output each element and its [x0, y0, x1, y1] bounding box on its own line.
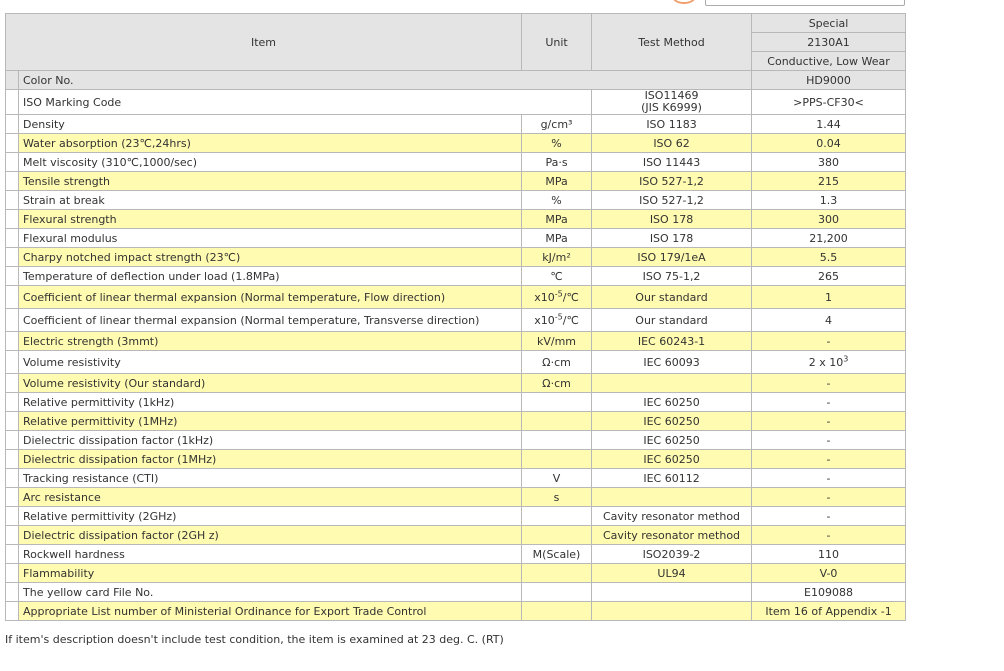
cell-item: Electric strength (3mmt): [19, 332, 522, 351]
cell-value: -: [752, 332, 906, 351]
orange-button-icon[interactable]: [669, 0, 699, 4]
cell-unit: Ω·cm: [522, 351, 592, 374]
footnote: If item's description doesn't include test condition, the item is examined at 23 deg. C. (RT): [5, 633, 504, 646]
cell-unit: [522, 602, 592, 621]
cell-method: Cavity resonator method: [592, 526, 752, 545]
iso-marking-row: [6, 90, 906, 115]
table-row: [6, 248, 906, 267]
row-gutter: [6, 374, 19, 393]
value-base: 2 x 10: [808, 355, 844, 369]
cell-item: The yellow card File No.: [19, 583, 522, 602]
row-gutter: [6, 332, 19, 351]
header-grade-name: 2130A1: [752, 33, 906, 52]
cell-unit: [522, 450, 592, 469]
cell-item: Strain at break: [19, 191, 522, 210]
cell-unit: [522, 526, 592, 545]
cell-item: Density: [19, 115, 522, 134]
cell-unit: Ω·cm: [522, 374, 592, 393]
unit-exponent: -5: [554, 288, 563, 298]
row-gutter: [6, 309, 19, 332]
row-gutter: [6, 469, 19, 488]
table-row: [6, 412, 906, 431]
header-item: Item: [6, 14, 522, 71]
cell-value: 215: [752, 172, 906, 191]
cell-value: 380: [752, 153, 906, 172]
color-no-label: Color No.: [19, 71, 752, 90]
header-grade-group: Special: [752, 14, 906, 33]
row-gutter: [6, 545, 19, 564]
cell-method: Cavity resonator method: [592, 507, 752, 526]
cell-unit: MPa: [522, 229, 592, 248]
cell-value: -: [752, 412, 906, 431]
row-gutter: [6, 526, 19, 545]
cell-item: Relative permittivity (2GHz): [19, 507, 522, 526]
cell-method: [592, 374, 752, 393]
cell-item: Tensile strength: [19, 172, 522, 191]
cell-method: Our standard: [592, 309, 752, 332]
cell-item: Dielectric dissipation factor (2GH z): [19, 526, 522, 545]
header-grade-feature: Conductive, Low Wear: [752, 52, 906, 71]
cell-item: Dielectric dissipation factor (1MHz): [19, 450, 522, 469]
row-gutter: [6, 488, 19, 507]
cell-unit: [522, 393, 592, 412]
cell-unit: kJ/m²: [522, 248, 592, 267]
cell-item: Flexural strength: [19, 210, 522, 229]
row-gutter: [6, 286, 19, 309]
cell-method: IEC 60250: [592, 393, 752, 412]
cell-unit: [522, 583, 592, 602]
row-gutter: [6, 210, 19, 229]
cell-unit: [522, 286, 592, 309]
cell-method: ISO 178: [592, 229, 752, 248]
cell-unit: [522, 507, 592, 526]
row-gutter: [6, 229, 19, 248]
cell-unit: kV/mm: [522, 332, 592, 351]
cell-item: Volume resistivity: [19, 351, 522, 374]
row-gutter: [6, 431, 19, 450]
table-row: [6, 507, 906, 526]
row-gutter: [6, 134, 19, 153]
table-row: [6, 309, 906, 332]
cell-method: ISO2039-2: [592, 545, 752, 564]
table-row: [6, 229, 906, 248]
cell-value: 110: [752, 545, 906, 564]
table-row: [6, 583, 906, 602]
row-gutter: [6, 583, 19, 602]
cell-method: ISO 62: [592, 134, 752, 153]
cell-value: [752, 351, 906, 374]
cell-value: -: [752, 526, 906, 545]
cell-method: [592, 583, 752, 602]
row-gutter: [6, 564, 19, 583]
cell-value: 4: [752, 309, 906, 332]
cell-method: [592, 488, 752, 507]
cell-unit: %: [522, 191, 592, 210]
table-row: [6, 115, 906, 134]
cell-unit: %: [522, 134, 592, 153]
table-row: [6, 351, 906, 374]
cell-method: IEC 60250: [592, 431, 752, 450]
cell-unit: [522, 564, 592, 583]
row-gutter: [6, 172, 19, 191]
table-row: [6, 526, 906, 545]
table-row: [6, 545, 906, 564]
cell-method: IEC 60093: [592, 351, 752, 374]
cell-value: 0.04: [752, 134, 906, 153]
header-unit: Unit: [522, 14, 592, 71]
cell-method: Our standard: [592, 286, 752, 309]
cell-value: 21,200: [752, 229, 906, 248]
row-gutter: [6, 191, 19, 210]
unit-base: x10: [534, 313, 555, 327]
cell-item: Coefficient of linear thermal expansion (Normal temperature, Transverse direction): [19, 309, 522, 332]
unit-exponent: -5: [554, 311, 563, 321]
cell-value: 5.5: [752, 248, 906, 267]
cell-value: -: [752, 393, 906, 412]
cell-value: Item 16 of Appendix -1: [752, 602, 906, 621]
cell-item: Water absorption (23℃,24hrs): [19, 134, 522, 153]
unit-tail: /℃: [562, 290, 579, 304]
iso-marking-method: [592, 90, 752, 115]
unit-base: x10: [534, 290, 555, 304]
color-no-value: HD9000: [752, 71, 906, 90]
cell-item: Flammability: [19, 564, 522, 583]
table-row: [6, 153, 906, 172]
cell-method: ISO 75-1,2: [592, 267, 752, 286]
row-gutter: [6, 351, 19, 374]
cell-unit: M(Scale): [522, 545, 592, 564]
cell-unit: [522, 309, 592, 332]
cell-value: 1: [752, 286, 906, 309]
row-gutter: [6, 267, 19, 286]
row-gutter: [6, 248, 19, 267]
cell-method: ISO 1183: [592, 115, 752, 134]
cell-unit: [522, 412, 592, 431]
cell-item: Volume resistivity (Our standard): [19, 374, 522, 393]
cell-method: [592, 602, 752, 621]
table-row: [6, 564, 906, 583]
table-row: [6, 191, 906, 210]
cell-method: IEC 60250: [592, 412, 752, 431]
row-gutter: [6, 412, 19, 431]
cell-value: V-0: [752, 564, 906, 583]
cell-item: Rockwell hardness: [19, 545, 522, 564]
row-gutter: [6, 90, 19, 115]
table-row: [6, 286, 906, 309]
iso-marking-value: >PPS-CF30<: [752, 90, 906, 115]
table-row: [6, 267, 906, 286]
cell-value: 300: [752, 210, 906, 229]
cell-value: -: [752, 450, 906, 469]
cell-item: Charpy notched impact strength (23℃): [19, 248, 522, 267]
cell-value: -: [752, 488, 906, 507]
cell-method: ISO 527-1,2: [592, 191, 752, 210]
row-gutter: [6, 115, 19, 134]
cell-unit: s: [522, 488, 592, 507]
table-row: [6, 602, 906, 621]
cell-value: -: [752, 469, 906, 488]
row-gutter: [6, 602, 19, 621]
cell-item: Melt viscosity (310℃,1000/sec): [19, 153, 522, 172]
cell-method: ISO 527-1,2: [592, 172, 752, 191]
table-row: [6, 431, 906, 450]
cell-item: Coefficient of linear thermal expansion (Normal temperature, Flow direction): [19, 286, 522, 309]
header-test-method: Test Method: [592, 14, 752, 71]
row-gutter: [6, 71, 19, 90]
table-row: [6, 469, 906, 488]
cell-method: IEC 60250: [592, 450, 752, 469]
cell-unit: g/cm³: [522, 115, 592, 134]
cell-unit: [522, 431, 592, 450]
table-row: [6, 374, 906, 393]
row-gutter: [6, 450, 19, 469]
cell-item: Dielectric dissipation factor (1kHz): [19, 431, 522, 450]
cell-item: Relative permittivity (1MHz): [19, 412, 522, 431]
cell-item: Tracking resistance (CTI): [19, 469, 522, 488]
color-no-row: [6, 71, 906, 90]
cell-method: ISO 179/1eA: [592, 248, 752, 267]
table-row: [6, 450, 906, 469]
search-input[interactable]: [705, 0, 905, 6]
cell-method: ISO 11443: [592, 153, 752, 172]
cell-item: Temperature of deflection under load (1.8MPa): [19, 267, 522, 286]
table-row: [6, 172, 906, 191]
cell-value: E109088: [752, 583, 906, 602]
cell-value: -: [752, 431, 906, 450]
value-exponent: 3: [843, 353, 849, 363]
table-row: [6, 488, 906, 507]
row-gutter: [6, 393, 19, 412]
iso-marking-label: ISO Marking Code: [19, 90, 592, 115]
cell-item: Arc resistance: [19, 488, 522, 507]
cell-item: Relative permittivity (1kHz): [19, 393, 522, 412]
cell-unit: Pa·s: [522, 153, 592, 172]
cell-method: IEC 60243-1: [592, 332, 752, 351]
cell-item: Appropriate List number of Ministerial Ordinance for Export Trade Control: [19, 602, 522, 621]
iso-marking-method-line1: ISO11469: [644, 89, 699, 102]
table-row: [6, 134, 906, 153]
cell-item: Flexural modulus: [19, 229, 522, 248]
cell-unit: ℃: [522, 267, 592, 286]
cell-unit: V: [522, 469, 592, 488]
cell-method: ISO 178: [592, 210, 752, 229]
cell-unit: MPa: [522, 210, 592, 229]
cell-value: -: [752, 507, 906, 526]
table-row: [6, 332, 906, 351]
row-gutter: [6, 153, 19, 172]
cell-method: IEC 60112: [592, 469, 752, 488]
iso-marking-method-line2: (JIS K6999): [641, 101, 702, 114]
unit-tail: /℃: [562, 313, 579, 327]
cell-unit: MPa: [522, 172, 592, 191]
cell-value: 265: [752, 267, 906, 286]
table-row: [6, 393, 906, 412]
cell-value: -: [752, 374, 906, 393]
cell-method: UL94: [592, 564, 752, 583]
top-widgets: [0, 0, 1004, 8]
cell-value: 1.44: [752, 115, 906, 134]
row-gutter: [6, 507, 19, 526]
cell-value: 1.3: [752, 191, 906, 210]
properties-table: [5, 13, 906, 621]
table-row: [6, 210, 906, 229]
